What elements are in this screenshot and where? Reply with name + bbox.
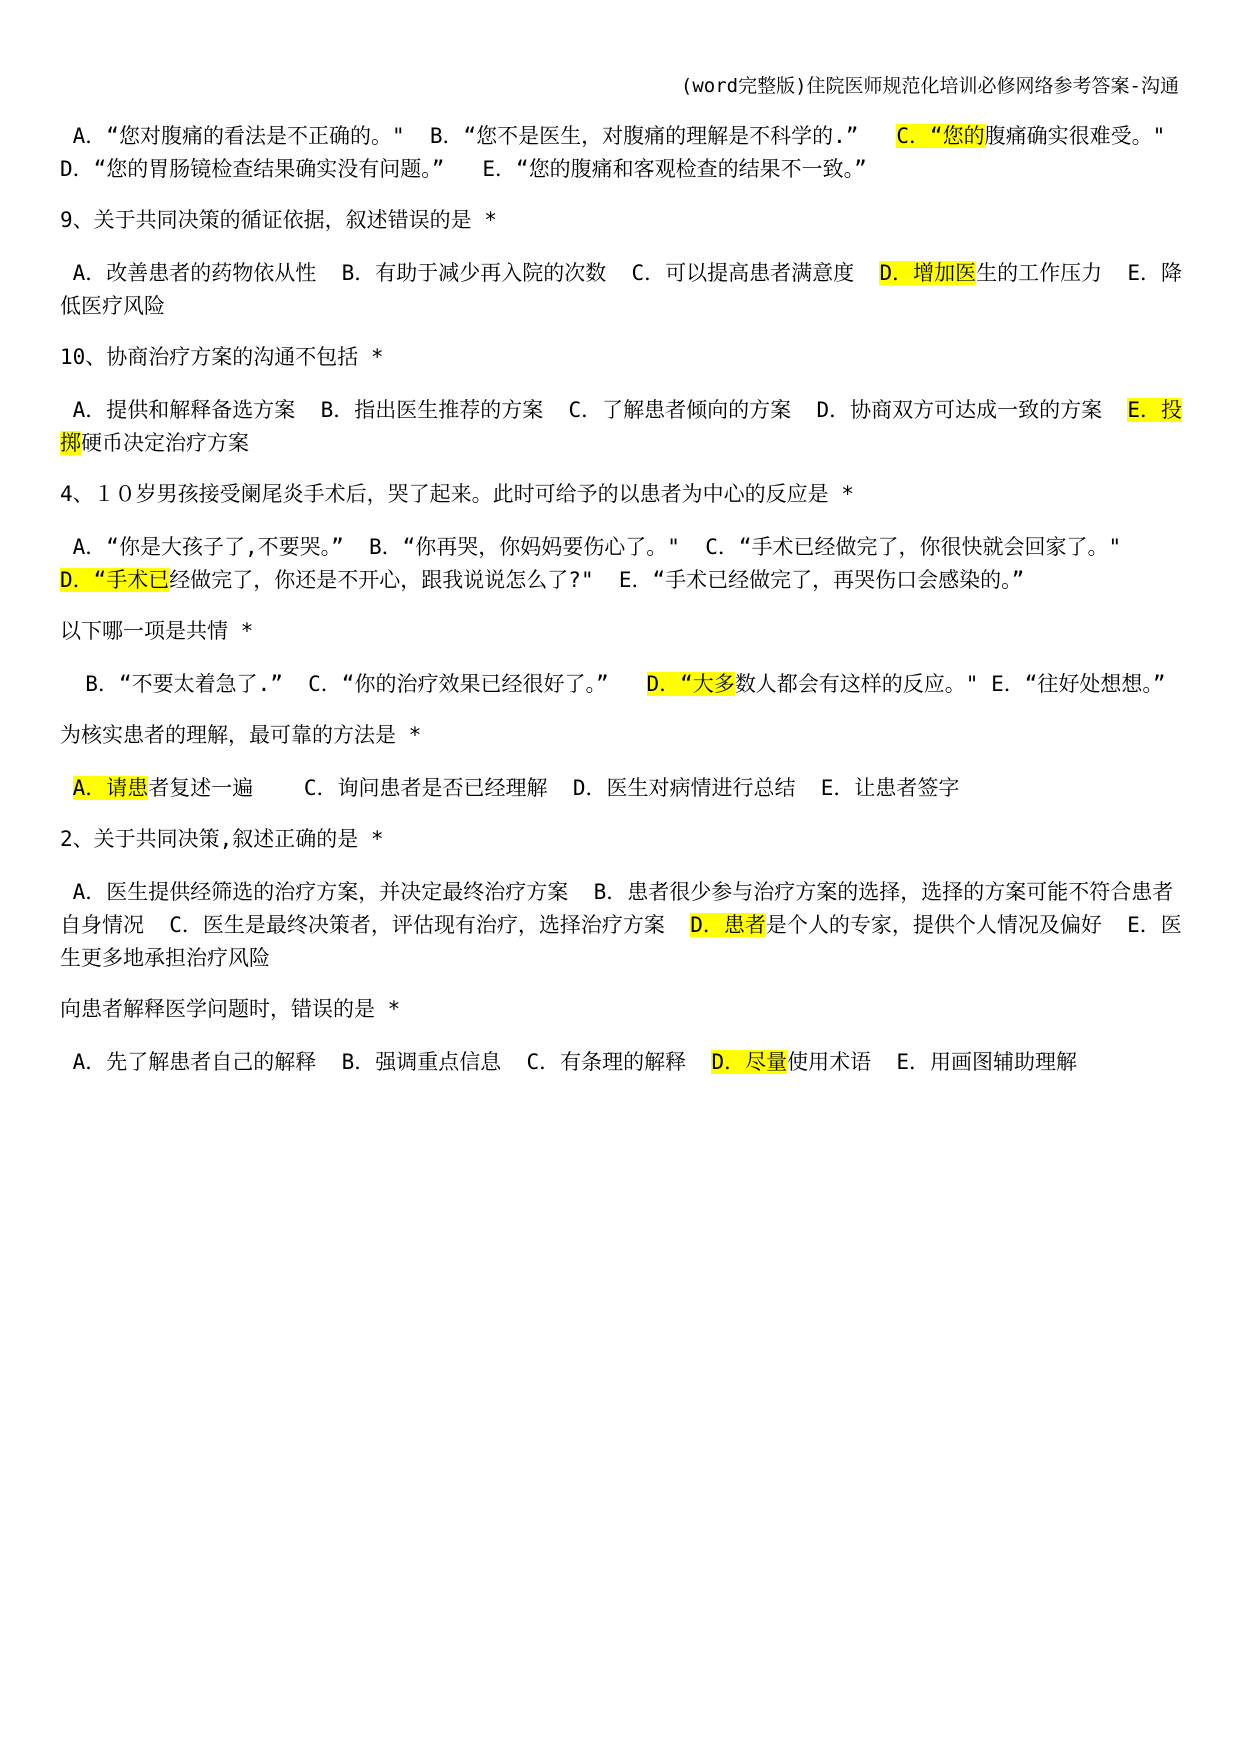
question-title: 以下哪一项是共情 *	[60, 619, 254, 643]
question-title: 向患者解释医学问题时，错误的是 *	[60, 997, 401, 1021]
highlighted-answer: D．增加医	[879, 261, 977, 285]
answer-options	[60, 257, 1190, 323]
document-body	[60, 120, 1190, 1097]
highlighted-answer: D．尽量	[711, 1050, 788, 1074]
option-text: 者复述一遍 C．询问患者是否已经理解 D．医生对病情进行总结 E．让患者签字	[148, 776, 960, 800]
option-text: 经做完了，你还是不开心，跟我说说怎么了?" E．“手术已经做完了，再哭伤口会感染的。”	[169, 568, 1025, 592]
question-title: 为核实患者的理解，最可靠的方法是 *	[60, 723, 422, 747]
question-title: 10、协商治疗方案的沟通不包括 *	[60, 345, 384, 369]
option-text: 腹痛确实很难受。" D．“您的胃肠镜检查结果确实没有问题。” E．“您的腹痛和客观检查的结果不一致。”	[60, 124, 1191, 181]
option-text: A．“您对腹痛的看法是不正确的。" B．“您不是医生，对腹痛的理解是不科学的.”	[60, 124, 897, 148]
answer-options	[60, 876, 1190, 975]
answer-options	[60, 668, 1190, 701]
option-text: B．“不要太着急了.” C．“你的治疗效果已经很好了。”	[60, 672, 647, 696]
option-text: A．改善患者的药物依从性 B．有助于减少再入院的次数 C．可以提高患者满意度	[60, 261, 880, 285]
option-text: A．医生提供经筛选的治疗方案，并决定最终治疗方案 B．患者很少参与治疗方案的选择，选择的方案可能不符合患者自身情况 C．医生是最终决策者，评估现有治疗，选择治疗方案	[60, 880, 1174, 937]
document-header: (word完整版)住院医师规范化培训必修网络参考答案-沟通	[680, 75, 1179, 97]
option-text: 使用术语 E．用画图辅助理解	[787, 1050, 1078, 1074]
option-text: 是个人的专家，提供个人情况及偏好 E．医生更多地承担治疗风险	[60, 913, 1182, 970]
answer-options	[60, 1046, 1190, 1079]
question-title: 2、关于共同决策,叙述正确的是 *	[60, 827, 384, 851]
question-title: 9、关于共同决策的循证依据，叙述错误的是 *	[60, 208, 497, 232]
option-text: 数人都会有这样的反应。" E．“往好处想想。”	[734, 672, 1166, 696]
question-title: 4、１０岁男孩接受阑尾炎手术后，哭了起来。此时可给予的以患者为中心的反应是 *	[60, 482, 854, 506]
highlighted-answer: D．患者	[690, 913, 766, 937]
answer-options	[60, 531, 1190, 597]
highlighted-answer: D．“大多	[646, 672, 735, 696]
highlighted-answer: A．请患	[72, 776, 149, 800]
option-text: A．提供和解释备选方案 B．指出医生推荐的方案 C．了解患者倾向的方案 D．协商双方可达成一致的方案	[60, 398, 1128, 422]
highlighted-answer: E．投掷	[60, 398, 1183, 455]
answer-options	[60, 120, 1190, 186]
option-text: A．先了解患者自己的解释 B．强调重点信息 C．有条理的解释	[60, 1050, 712, 1074]
option-text	[60, 776, 73, 800]
answer-options	[60, 394, 1190, 460]
highlighted-answer: C．“您的	[896, 124, 985, 148]
highlighted-answer: D．“手术已	[60, 568, 170, 592]
option-text: 生的工作压力 E．降低医疗风险	[60, 261, 1183, 318]
answer-options	[60, 772, 1190, 805]
option-text: A．“你是大孩子了,不要哭。” B．“你再哭，你妈妈要伤心了。" C．“手术已经做完了，你很快就会回家了。"	[60, 535, 1147, 559]
option-text: 硬币决定治疗方案	[81, 431, 249, 455]
